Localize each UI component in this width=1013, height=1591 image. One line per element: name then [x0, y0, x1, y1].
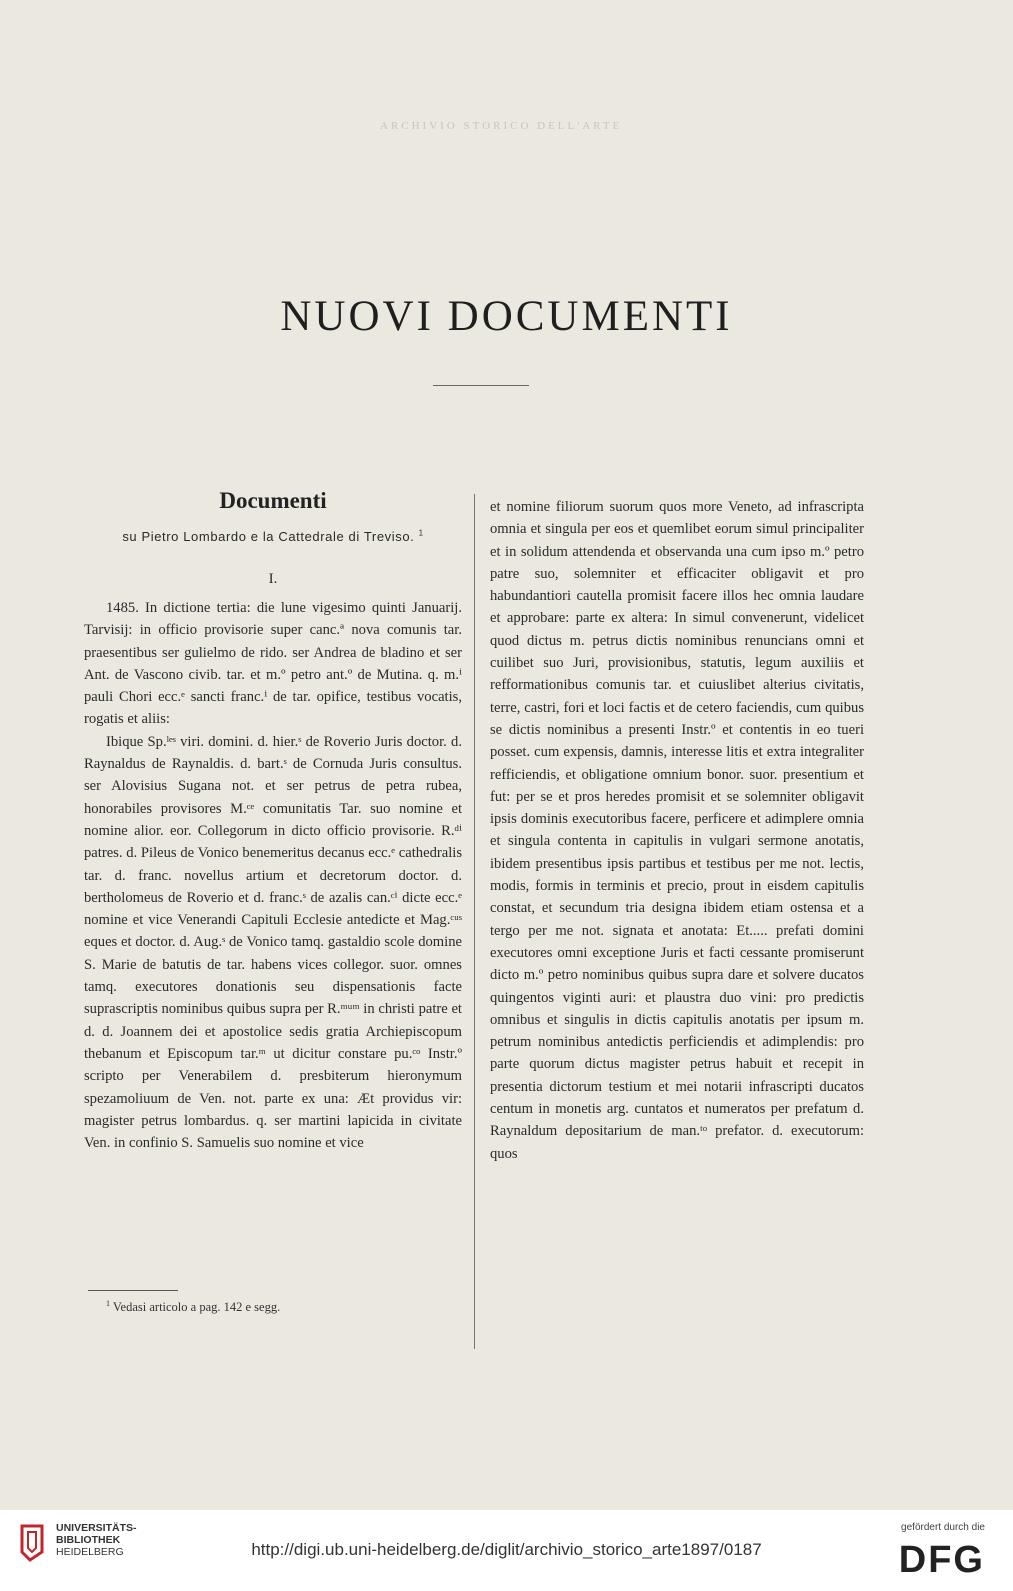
section-heading: Documenti — [219, 488, 327, 513]
footnote-reference: 1 — [418, 528, 424, 538]
library-name-line2: BIBLIOTHEK — [56, 1534, 121, 1546]
column-divider — [474, 494, 475, 1349]
right-paragraph-1: et nomine filiorum suorum quos more Veneto, ad infrascripta omnia et singula per eos et quemlibet eorum simul principaliter et in solidum attendenda et observanda una cum ipso m.º petro patre suo, solemniter et efficaciter obligavit et pro habundantiori cautella promisit facere illos hec omnia laudare et approbare: parte ex altera: In simul convenerunt, videlicet quod dictus m. petrus dictis nominibus renuncians omni et cuilibet suo Juri, provisionibus, statutis, legum auxiliis et refformationibus comunis tar. et cuiuslibet alterius civitatis, terre, castri, fori et loci factis et de cetero faciendis, cum quibus se dictis nominibus a presenti Instr.º et contentis in eo tueri posset. cum expensis, damnis, interesse litis et extra integraliter refficiendis, et obligatione omnium bonor. suor. presentium et fut: per se et pros heredes promisit et se solemniter obligavit ipsis dominis executoribus facere, perficere et adimplere omnia et singula contenta in capitulis in vulgari sermone anotatis, ibidem presentibus ipsis partibus et testibus per me not. lectis, modis, formis in terminis et precio, prout in eisdem capitulis constat, et secundum tria designa ibidem etiam ostensa et a tergo per me not. signata et anotata: Et..... prefati domini executores omni exceptione Juris et facti cessante promiserunt dicto m.º petro nominibus quibus supra dare et solvere ducatos quingentos viginti auri: et plaustra duo vini: pro predictis omnibus et singulis in dictis capitulis anotatis per ipsum m. petrum nominibus antedictis perficiendis et adimplendis: pro parte quorum dictus magister petrus habuit et recepit in presentia dictorum testium et mei notarii infrascripti ducatos centum in monetis arg. cuntatos et numeratos per prefatum d. Raynaldum depositarium de man.ᵗᵒ prefator. d. executorum: quos — [490, 499, 864, 1162]
subheading-text: su Pietro Lombardo e la Cattedrale di Treviso. — [122, 529, 415, 544]
library-name-line3: HEIDELBERG — [56, 1546, 124, 1558]
running-head-bleedthrough: ARCHIVIO STORICO DELL'ARTE — [380, 120, 623, 132]
left-column — [84, 597, 462, 1154]
footnote-text: Vedasi articolo a pag. 142 e segg. — [112, 1300, 281, 1314]
permalink-url[interactable]: http://digi.ub.uni-heidelberg.de/diglit/archivio_storico_arte1897/0187 — [251, 1540, 762, 1559]
left-paragraph-1: 1485. In dictione tertia: die lune vigesimo quinti Januarij. Tarvisij: in officio provisorie super canc.ª nova comunis tar. praesentibus ser gulielmo de rido. ser Andrea de bladino et ser Ant. de Vascono civib. tar. et m.º petro ant.º de Mutina. q. m.ⁱ pauli Chori ecc.ᵉ sancti franc.ⁱ de tar. opifice, testibus vocatis, rogatis et aliis: — [84, 600, 462, 728]
library-name-line1: UNIVERSITÄTS- — [56, 1522, 137, 1534]
dfg-logo[interactable]: DFG — [898, 1539, 985, 1581]
page-title: NUOVI DOCUMENTI — [280, 293, 733, 340]
funded-by-label: gefördert durch die — [901, 1522, 985, 1533]
footnote — [106, 1300, 280, 1315]
right-column — [490, 496, 864, 1165]
footnote-mark: 1 — [106, 1298, 110, 1308]
footnote-divider — [88, 1290, 178, 1291]
left-paragraph-2: Ibique Sp.ˡᵉˢ viri. domini. d. hier.ˢ de Roverio Juris doctor. d. Raynaldus de Raynaldis. d. bart.ˢ de Cornuda Juris consultus. ser Alovisius Sugana not. et ser petrus de petra rubea, honorabiles provisores M.ᶜᵉ comunitatis Tar. suo nomine et nomine alior. eor. Collegorum in dicto officio provisorie. R.ᵈⁱ patres. d. Pileus de Vonico benemeritus decanus ecc.ᵉ cathedralis tar. d. franc. novellus artium et decretorum doctor. d. bertholomeus de Roverio et d. franc.ˢ de azalis can.ᶜⁱ dicte ecc.ᵉ nomine et vice Venerandi Capituli Ecclesie antedicte et Mag.ᶜᵘˢ eques et doctor. d. Aug.ˢ de Vonico tamq. gastaldio scole domine S. Marie de batutis de tar. habens vices collegor. suor. omnes tamq. executores donationis seu dispensationis facte suprascriptis nominibus quibus supra per R.ᵐᵘᵐ in christi patre et d. d. Joannem dei et apostolice sedis gratia Archiepiscopum thebanum et Episcopum tar.ᵐ ut dicitur constare pu.ᶜᵒ Instr.º scripto per Venerabilem d. presbiterum hieronymum spezamoliuum de Ven. not. parte ex una: Æt providus vir: magister petrus lombardus. q. ser martini lapicida in civitate Ven. in confinio S. Samuelis suo nomine et vice — [84, 733, 462, 1152]
section-subheading — [84, 529, 462, 544]
title-divider — [433, 385, 529, 386]
document-number: I. — [268, 571, 278, 587]
